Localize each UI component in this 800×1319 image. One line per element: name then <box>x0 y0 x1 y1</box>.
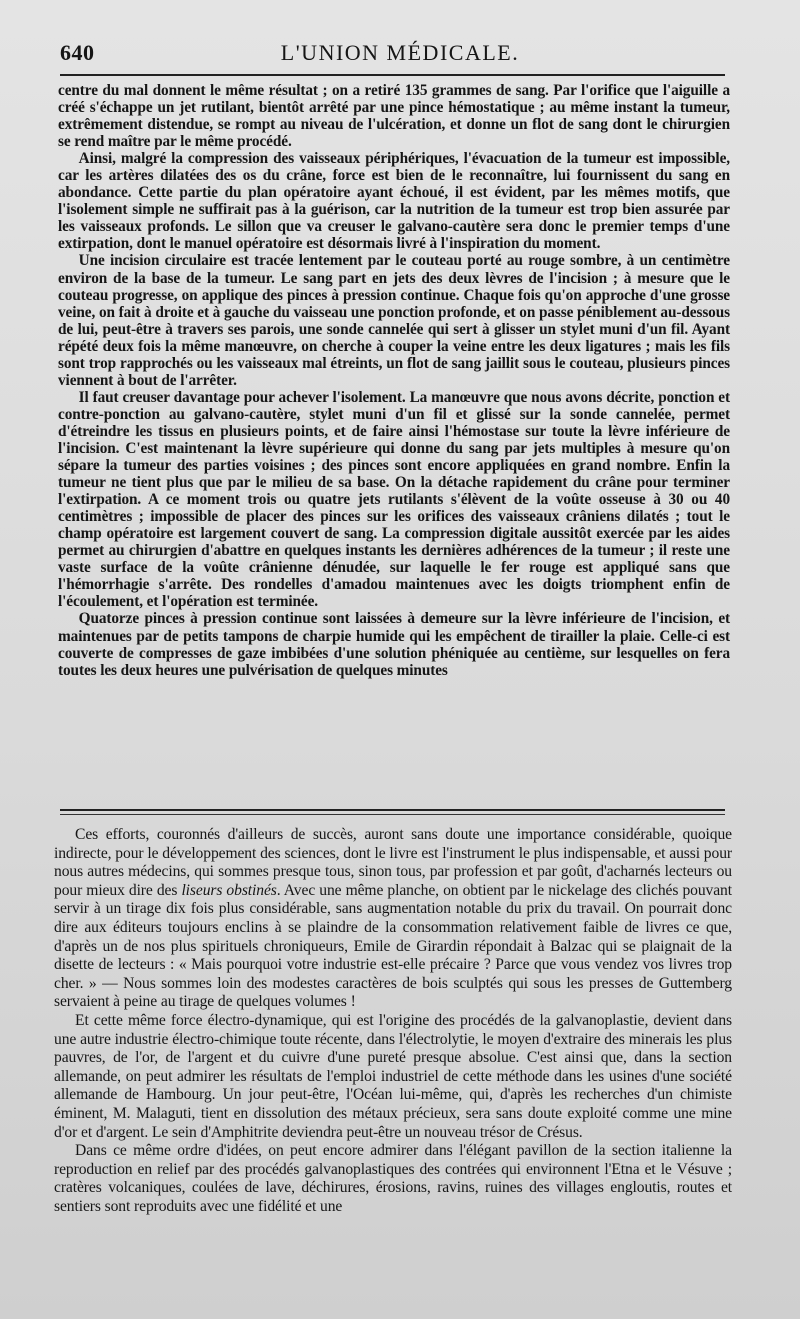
feuilleton-text: . Avec une même planche, on obtient par le nickelage des clichés pouvant servir à un tirage dix fois plus considérable, sans augmentation notable du prix du travail. On pourrait donc dire aux éditeurs toujours enclins à se plaindre de la consommation relativement faible de livres ce que, d'après un de nos plus spirituels chroniqueurs, Emile de Girardin répondait à Balzac qui se plaignait de la disette de lecteurs : « Mais pourquoi votre industrie est-elle précaire ? Parce que vous vendez vos livres trop cher. » — Nous sommes loin des modestes caractères de bois sculptés qui sous les presses de Guttemberg servaient à peine au tirage de quelques volumes ! <box>54 881 732 1011</box>
running-header <box>60 40 740 70</box>
journal-title: L'UNION MÉDICALE. <box>280 40 520 65</box>
article-paragraph: Une incision circulaire est tracée lentement par le couteau porté au rouge sombre, à un centimètre environ de la base de la tumeur. Le sang part en jets des deux lèvres de l'incision ; à mesure que le couteau progresse, on applique des pinces à pression continue. Chaque fois qu'on approche d'une grosse veine, on fait à droite et à gauche du vaisseau une ponction profonde, et on passe péniblement au-dessous de lui, peut-être à travers ses parois, une sonde cannelée qui sert à glisser un stylet muni d'un fil. Ayant répété deux fois la même manœuvre, on cherche à couper la veine entre les deux ligatures ; mais les fils sont trop rapprochés ou les vaisseaux mal étreints, un flot de sang jaillit sous le couteau, plusieurs pinces viennent à bout de l'arrêter. <box>58 252 730 389</box>
feuilleton-body <box>54 826 732 1216</box>
article-paragraph: centre du mal donnent le même résultat ; on a retiré 135 grammes de sang. Par l'orifice que l'aiguille a créé s'échappe un jet rutilant, bientôt arrêté par une pince hémostatique ; au même instant la tumeur, extrêmement distendue, se rompt au niveau de l'ulcération, et donne un flot de sang dont le chirurgien se rend maître par le même procédé. <box>58 82 730 151</box>
feuilleton-paragraph <box>54 826 732 1012</box>
page-number: 640 <box>60 40 95 65</box>
header-rule <box>60 74 725 76</box>
feuilleton-separator <box>60 809 725 811</box>
feuilleton-text: Ces efforts, couronnés d'ailleurs de succès, auront sans doute une importance considérable, quoique indirecte, pour le développement des sciences, dont le livre est l'instrument le plus indispensable, et aussi pour nous autres médecins, qui sommes presque tous, sinon tous, par profession et par goût, d'acharnés lecteurs ou pour mieux dire des <box>54 826 732 899</box>
feuilleton-separator-thin <box>60 814 725 815</box>
feuilleton-paragraph: Dans ce même ordre d'idées, on peut encore admirer dans l'élégant pavillon de la section italienne la reproduction en relief par des procédés galvanoplastiques des contrées qui environnent l'Etna et le Vésuve ; cratères volcaniques, coulées de lave, déchirures, érosions, ravins, ruines des villages engloutis, routes et sentiers sont reproduits avec une fidélité et une <box>54 1142 732 1215</box>
feuilleton-emphasis: liseurs obstinés <box>181 881 277 899</box>
article-body <box>58 82 730 679</box>
article-paragraph: Il faut creuser davantage pour achever l'isolement. La manœuvre que nous avons décrite, ponction et contre-ponction au galvano-cautère, stylet muni d'un fil et glissé sur la sonde cannelée, permet d'étreindre les tissus en plusieurs points, et de faire ainsi l'hémostase sur toute la lèvre inférieure de l'incision. C'est maintenant la lèvre supérieure qui donne du sang par jets multiples à mesure qu'on sépare la tumeur des parties voisines ; des pinces sont encore appliquées en grand nombre. Enfin la tumeur ne tient plus que par le milieu de sa base. On la détache rapidement du crâne pour terminer l'extirpation. A ce moment trois ou quatre jets rutilants s'élèvent de la voûte osseuse à 30 ou 40 centimètres ; impossible de placer des pinces sur les orifices des vaisseaux crâniens dilatés ; tout le champ opératoire est largement couvert de sang. La compression digitale aussitôt exercée par les aides permet au chirurgien d'abattre en quelques instants les dernières adhérences de la tumeur ; il reste une vaste surface de la voûte crânienne dénudée, sur laquelle le fer rouge est appliqué sans que l'hémorrhagie s'arrête. Des rondelles d'amadou maintenues avec les doigts triomphent enfin de l'écoulement, et l'opération est terminée. <box>58 388 730 611</box>
article-paragraph: Quatorze pinces à pression continue sont laissées à demeure sur la lèvre inférieure de l'incision, et maintenues par de petits tampons de charpie humide qui les empêchent de tirailler la plaie. Celle-ci est couverte de compresses de gaze imbibées d'une solution phéniquée au centième, sur lesquelles on fera toutes les deux heures une pulvérisation de quelques minutes <box>58 610 730 679</box>
article-paragraph: Ainsi, malgré la compression des vaisseaux périphériques, l'évacuation de la tumeur est impossible, car les artères dilatées des os du crâne, force est bien de le reconnaître, lui fournissent du sang en abondance. Cette partie du plan opératoire ayant échoué, il est évident, par les mêmes motifs, que l'isolement simple ne suffirait pas à la guérison, car la nutrition de la tumeur est trop bien assurée par les vaisseaux profonds. Le sillon que va creuser le galvano-cautère sera donc le premier temps d'une extirpation, dont le manuel opératoire est désormais livré à l'inspiration du moment. <box>58 150 730 253</box>
feuilleton-paragraph: Et cette même force électro-dynamique, qui est l'origine des procédés de la galvanoplastie, devient dans une autre industrie électro-chimique toute récente, dans l'électrolytie, le moyen d'extraire des minerais les plus pauvres, de l'or, de l'argent et du cuivre d'une pureté presque absolue. C'est ainsi que, dans la section allemande, on peut admirer les résultats de l'emploi industriel de cette méthode dans les usines d'une société allemande de Hambourg. Un jour peut-être, l'Océan lui-même, qui, d'après les recherches d'un chimiste éminent, M. Malaguti, tient en dissolution des métaux précieux, sera sans doute exploité comme une mine d'or et d'argent. Le sein d'Amphitrite deviendra peut-être un nouveau trésor de Crésus. <box>54 1011 732 1141</box>
